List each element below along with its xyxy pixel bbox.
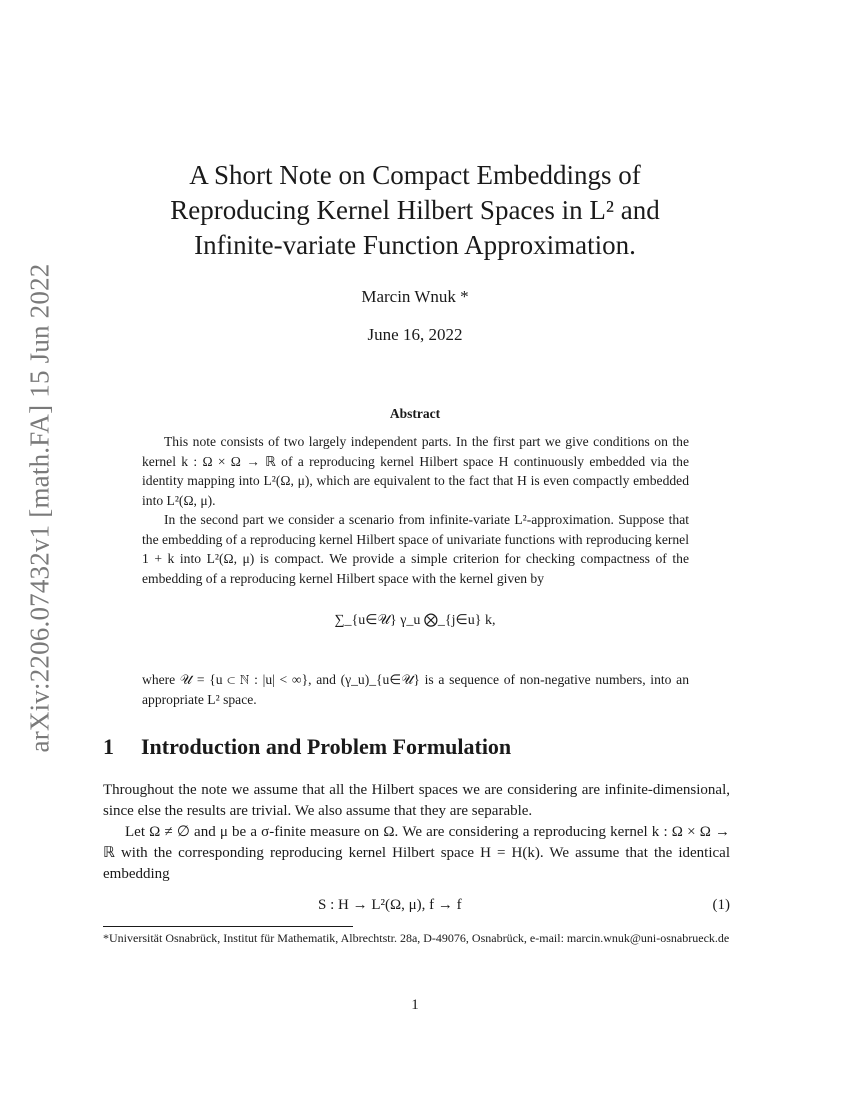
abstract-paragraph-1: This note consists of two largely independent parts. In the first part we give conditions on the kernel k : Ω × Ω → ℝ of a reproducing kernel Hilbert space H continuously embedded via the identity mapping into L²(Ω, μ), which are equivalent to the fact that H is even compactly embedded into L²(Ω, μ). [142, 434, 689, 508]
footnote-divider [103, 926, 353, 927]
intro-paragraph-1: Throughout the note we assume that all the Hilbert spaces we are considering are infinite-dimensional, since else the results are trivial. We also assume that they are separable. [103, 782, 730, 819]
title-line-3: Infinite-variate Function Approximation. [194, 230, 636, 260]
footnote-affiliation: *Universität Osnabrück, Institut für Mathematik, Albrechtstr. 28a, D-49076, Osnabrück, e-mail: marcin.wnuk@uni-osnabrueck.de [103, 931, 730, 945]
title-line-2: Reproducing Kernel Hilbert Spaces in L² and [170, 195, 660, 225]
kernel-sum-formula: ∑_{u∈𝒰} γ_u ⨂_{j∈u} k, [334, 613, 496, 628]
publication-date: June 16, 2022 [367, 325, 463, 344]
intro-paragraph-2: Let Ω ≠ ∅ and μ be a σ-finite measure on Ω. We are considering a reproducing kernel k : Ω × Ω → ℝ with the corresponding reproducing kernel Hilbert space H = H(k). We assume that the identical embedding [103, 824, 730, 882]
arxiv-identifier: arXiv:2206.07432v1 [math.FA] 15 Jun 2022 [24, 263, 55, 753]
abstract-paragraph-2: In the second part we consider a scenario from infinite-variate L²-approximation. Suppose that the embedding of a reproducing kernel Hilbert space of univariate functions with reproducing kernel 1 + k into L²(Ω, μ) is compact. We provide a simple criterion for checking compactness of the embedding of a reproducing kernel Hilbert space with the kernel given by [142, 512, 689, 586]
section-heading [103, 734, 511, 760]
page-number: 1 [411, 997, 419, 1013]
title-line-1: A Short Note on Compact Embeddings of [189, 160, 641, 190]
section-title: Introduction and Problem Formulation [141, 734, 512, 759]
equation-number: (1) [712, 897, 730, 913]
author-name: Marcin Wnuk * [361, 287, 469, 306]
abstract-heading: Abstract [389, 406, 441, 421]
abstract-paragraph-3: where 𝒰 = {u ⊂ ℕ : |u| < ∞}, and (γ_u)_{u∈𝒰} is a sequence of non-negative numbers, into an appropriate L² space. [142, 672, 689, 707]
paper-title [105, 158, 725, 263]
section-number: 1 [103, 734, 114, 759]
embedding-equation: S : H → L²(Ω, μ), f → f [318, 897, 462, 913]
